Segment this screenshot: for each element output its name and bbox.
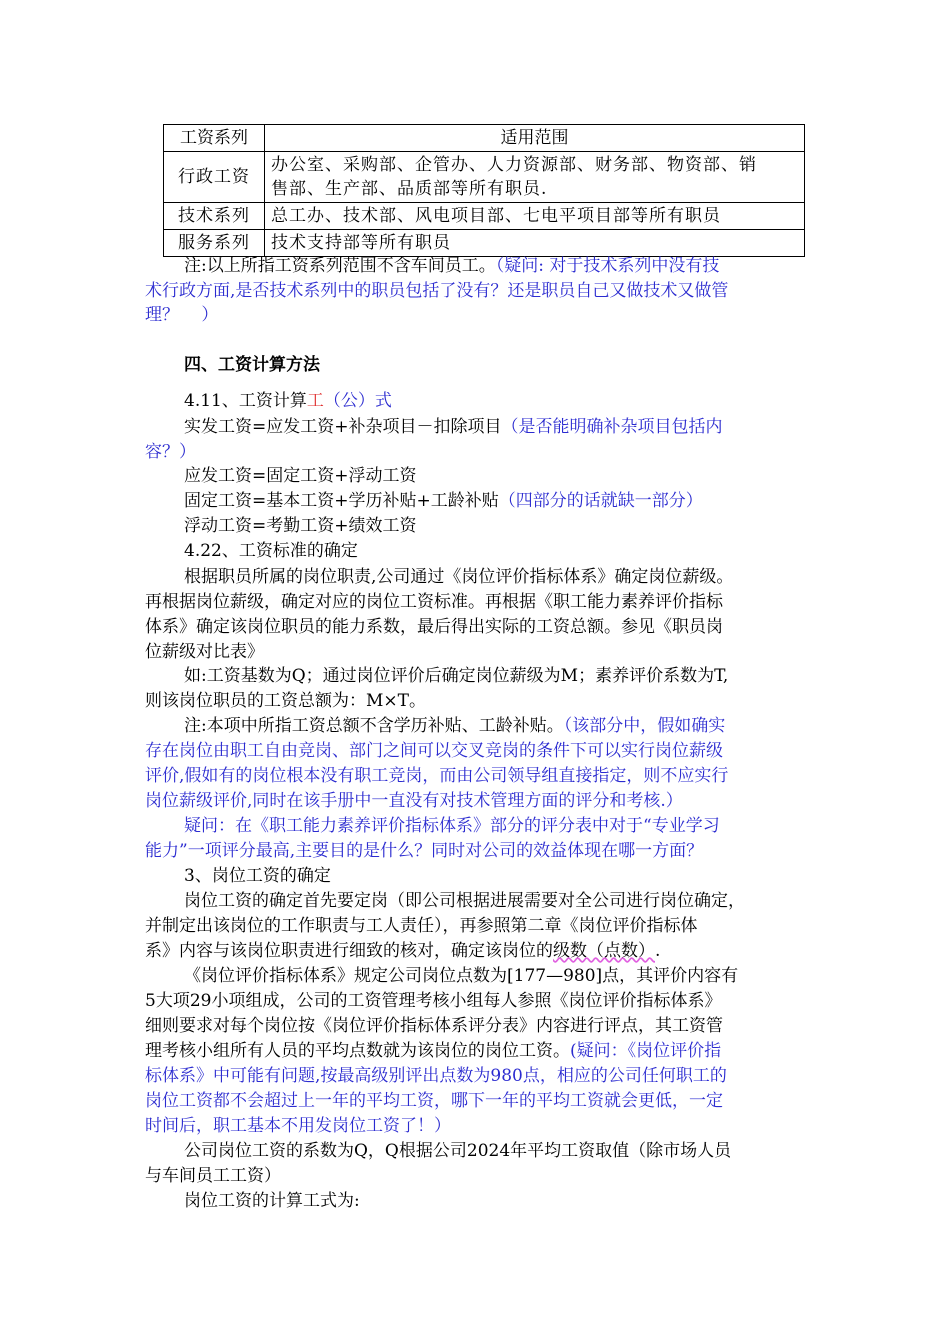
- formula-line: [184, 489, 854, 514]
- paragraph-line: 并制定出该岗位的工作职责与工人责任），再参照第二章《岗位评价指标体: [145, 916, 698, 936]
- subsection-title: [184, 389, 854, 414]
- scope-line: 售部、生产部、品质部等所有职员.: [271, 179, 548, 199]
- scope-cell: 总工办、技术部、风电项目部、七电平项目部等所有职员: [265, 203, 805, 230]
- paragraph-text: 系》内容与该岗位职责进行细致的核对，确定该岗位的: [145, 941, 553, 961]
- query-line: 理？ ）: [145, 305, 219, 325]
- query-line: 存在岗位由职工自由竞岗、部门之间可以交叉竞岗的条件下可以实行岗位薪级: [145, 741, 723, 761]
- formula-line: 应发工资=固定工资+浮动工资: [184, 466, 417, 486]
- table-row: [164, 203, 805, 230]
- underlined-words: 级数（点数）: [553, 941, 655, 961]
- table-header-row: [164, 125, 805, 152]
- paragraph-line: 如:工资基数为Q；通过岗位评价后确定岗位薪级为M；素养评价系数为T,: [184, 666, 729, 686]
- query-line: 标体系》中可能有问题,按最高级别评出点数为980点，相应的公司任何职工的: [145, 1066, 727, 1086]
- paragraph-text: 理考核小组所有人员的平均点数就为该岗位的岗位工资。: [145, 1041, 570, 1061]
- formula-line: 浮动工资=考勤工资+绩效工资: [184, 516, 417, 536]
- note-text: 注:本项中所指工资总额不含学历补贴、工龄补贴。: [184, 716, 564, 736]
- paragraph-line: 根据职员所属的岗位职责,公司通过《岗位评价指标体系》确定岗位薪级。: [184, 567, 734, 587]
- query-line: 能力”一项评分最高,主要目的是什么？同时对公司的效益体现在哪一方面？: [145, 841, 704, 861]
- series-cell: 行政工资: [164, 152, 265, 203]
- series-cell: 技术系列: [164, 203, 265, 230]
- underlined-text: [553, 941, 655, 961]
- paragraph-line: 《岗位评价指标体系》规定公司岗位点数为[177—980]点，其评价内容有: [184, 966, 739, 986]
- formula-text: 固定工资=基本工资+学历补贴+工龄补贴: [184, 491, 499, 511]
- query-line: 术行政方面,是否技术系列中的职员包括了没有？还是职员自己又做技术又做管: [145, 281, 729, 301]
- paragraph-line: 公司岗位工资的系数为Q，Q根据公司2024年平均工资取值（除市场人员: [184, 1141, 732, 1161]
- subsection-suffix: （公）式: [323, 391, 392, 411]
- paragraph-line: [145, 939, 815, 964]
- subsection-title: 4.22、工资标准的确定: [184, 541, 358, 561]
- query-line: 岗位工资都不会超过上一年的平均工资，哪下一年的平均工资就会更低，一定: [145, 1091, 723, 1111]
- query-text: （四部分的话就缺一部分）: [498, 491, 703, 511]
- paragraph-line: 体系》确定该岗位职员的能力系数，最后得出实际的工资总额。参见《职员岗: [145, 617, 723, 637]
- paragraph-line: 岗位工资的计算工式为:: [184, 1191, 360, 1211]
- paragraph-line: 5大项29小项组成，公司的工资管理考核小组每人参照《岗位评价指标体系》: [145, 991, 722, 1011]
- formula-text: 实发工资=应发工资+补杂项目－扣除项目: [184, 417, 502, 437]
- scope-cell: 技术支持部等所有职员: [265, 230, 805, 257]
- section-title: 四、工资计算方法: [184, 355, 320, 375]
- note-text: 注:以上所指工资系列范围不含车间员工。: [184, 256, 496, 276]
- scope-line: 办公室、采购部、企管办、人力资源部、财务部、物资部、销: [271, 155, 757, 175]
- query-line: 疑问：在《职工能力素养评价指标体系》部分的评分表中对于“专业学习: [184, 816, 720, 836]
- paragraph-line: 细则要求对每个岗位按《岗位评价指标体系评分表》内容进行评点，其工资管: [145, 1016, 723, 1036]
- query-text: （该部分中，假如确实: [563, 716, 726, 736]
- paragraph-line: 则该岗位职员的工资总额为：M×T。: [145, 691, 426, 711]
- query-line: 容？）: [145, 442, 196, 462]
- paragraph-line: 再根据岗位薪级，确定对应的岗位工资标准。再根据《职工能力素养评价指标: [145, 592, 723, 612]
- subsection-prefix: 4.11、工资计算: [184, 391, 307, 411]
- table-row: [164, 152, 805, 203]
- scope-cell: [265, 152, 805, 203]
- paragraph-line: 岗位工资的确定首先要定岗（即公司根据进展需要对全公司进行岗位确定，: [184, 891, 745, 911]
- header-wage-series: 工资系列: [164, 125, 265, 152]
- query-text: （是否能明确补杂项目包括内: [501, 417, 723, 437]
- query-text: （疑问: 对于技术系列中没有技: [495, 256, 720, 276]
- note-line: [184, 714, 854, 739]
- subsection-title: 3、岗位工资的确定: [184, 866, 331, 886]
- note-line: [184, 254, 854, 279]
- query-line: 时间后，职工基本不用发岗位工资了！）: [145, 1116, 451, 1136]
- query-line: 岗位薪级评价,同时在该手册中一直没有对技术管理方面的评分和考核.）: [145, 791, 683, 811]
- series-cell: 服务系列: [164, 230, 265, 257]
- table-row: [164, 230, 805, 257]
- formula-line: [184, 415, 854, 440]
- paragraph-text: .: [655, 941, 661, 961]
- header-scope: 适用范围: [265, 125, 805, 152]
- paragraph-line: 与车间员工工资）: [145, 1166, 281, 1186]
- paragraph-line: [145, 1039, 815, 1064]
- wage-series-table: [163, 124, 805, 257]
- query-line: 评价,假如有的岗位根本没有职工竞岗，而由公司领导组直接指定，则不应实行: [145, 766, 729, 786]
- query-text: (疑问：《岗位评价指: [570, 1041, 722, 1061]
- paragraph-line: 位薪级对比表》: [145, 642, 264, 662]
- highlight-text: 工: [306, 391, 324, 411]
